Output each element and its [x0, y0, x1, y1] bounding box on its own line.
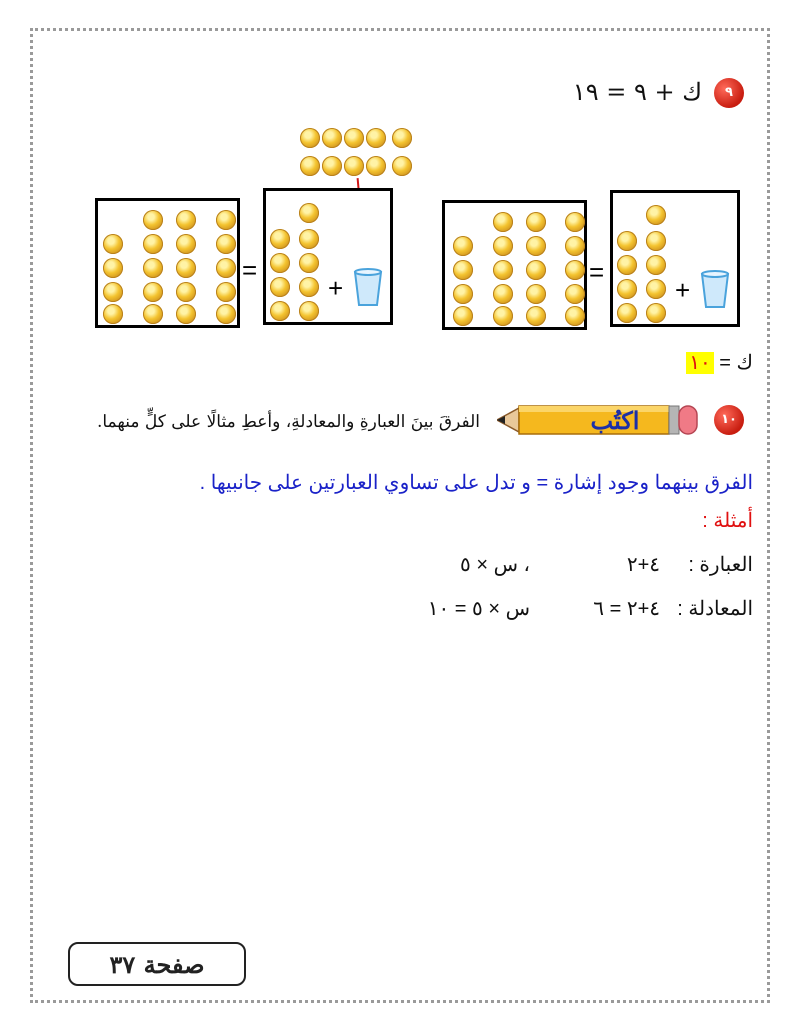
coin-icon — [103, 234, 123, 254]
coin-icon — [453, 236, 473, 256]
coin-icon — [322, 128, 342, 148]
coin-icon — [453, 284, 473, 304]
coin-icon — [176, 234, 196, 254]
question-9-badge: ٩ — [714, 78, 744, 108]
expression-example-2: ، س × ٥ — [460, 554, 530, 576]
balance-left-cup-box — [263, 188, 393, 325]
coin-icon — [493, 306, 513, 326]
coin-icon — [646, 231, 666, 251]
coin-icon — [299, 277, 319, 297]
coin-icon — [216, 258, 236, 278]
coin-icon — [344, 128, 364, 148]
coin-icon — [300, 128, 320, 148]
cup-icon — [352, 267, 384, 307]
coin-icon — [216, 210, 236, 230]
question-10-prompt: الفرقَ بينَ العبارةِ والمعادلةِ، وأعطِ مثالًا على كلٍّ منهما. — [96, 412, 480, 432]
plus-sign: + — [328, 273, 344, 303]
coin-icon — [617, 255, 637, 275]
answer-value: ١٠ — [686, 352, 713, 374]
coin-icon — [143, 304, 163, 324]
coin-icon — [270, 229, 290, 249]
coin-icon — [143, 234, 163, 254]
coin-icon — [270, 277, 290, 297]
equation-example-2: س × ٥ = ١٠ — [427, 598, 530, 620]
coin-icon — [176, 282, 196, 302]
coin-icon — [617, 279, 637, 299]
question-9-equation: ك + ٩ = ١٩ — [572, 78, 702, 106]
page-number-box — [68, 942, 246, 986]
coin-icon — [565, 212, 585, 232]
examples-label: أمثلة : — [702, 510, 753, 532]
expression-example-1: ٤+٢ — [626, 554, 660, 576]
question-9-answer — [686, 350, 753, 375]
coin-icon — [526, 260, 546, 280]
plus-sign: + — [675, 275, 691, 305]
coin-icon — [453, 306, 473, 326]
coin-icon — [103, 282, 123, 302]
equals-sign-left: = — [242, 255, 258, 285]
coin-icon — [526, 284, 546, 304]
coin-icon — [526, 212, 546, 232]
coin-icon — [299, 229, 319, 249]
coin-icon — [299, 253, 319, 273]
write-label: اكتُب — [590, 406, 640, 435]
coin-icon — [392, 156, 412, 176]
coin-icon — [143, 258, 163, 278]
coin-icon — [103, 258, 123, 278]
coin-icon — [565, 260, 585, 280]
coin-icon — [392, 128, 412, 148]
coin-icon — [617, 231, 637, 251]
coin-icon — [176, 210, 196, 230]
equation-example-1: ٤+٢ = ٦ — [593, 598, 660, 620]
coin-icon — [270, 253, 290, 273]
coin-icon — [366, 128, 386, 148]
balance-right-cup-box — [610, 190, 740, 327]
coin-icon — [617, 303, 637, 323]
coin-icon — [143, 282, 163, 302]
coin-icon — [526, 306, 546, 326]
coin-icon — [453, 260, 473, 280]
coin-icon — [176, 258, 196, 278]
cup-icon — [699, 269, 731, 309]
coin-icon — [646, 279, 666, 299]
coin-icon — [493, 260, 513, 280]
coin-icon — [493, 236, 513, 256]
coin-icon — [344, 156, 364, 176]
coin-icon — [565, 236, 585, 256]
coin-icon — [299, 203, 319, 223]
coin-icon — [646, 255, 666, 275]
answer-prefix: ك = — [719, 352, 753, 374]
equation-label: المعادلة : — [677, 598, 753, 620]
coin-icon — [103, 304, 123, 324]
coin-icon — [216, 304, 236, 324]
coin-icon — [526, 236, 546, 256]
balance-right-total-box — [442, 200, 587, 330]
expression-label: العبارة : — [688, 554, 753, 576]
balance-left-total-box — [95, 198, 240, 328]
coin-icon — [493, 212, 513, 232]
coin-icon — [646, 303, 666, 323]
coin-icon — [270, 301, 290, 321]
coin-icon — [216, 234, 236, 254]
coin-icon — [299, 301, 319, 321]
coin-icon — [493, 284, 513, 304]
page-number: صفحة ٣٧ — [109, 950, 205, 979]
coin-icon — [176, 304, 196, 324]
coin-icon — [366, 156, 386, 176]
coin-icon — [143, 210, 163, 230]
equals-sign-right: = — [589, 257, 605, 287]
question-10-badge: ١٠ — [714, 405, 744, 435]
coin-icon — [216, 282, 236, 302]
coin-icon — [322, 156, 342, 176]
coin-icon — [565, 284, 585, 304]
coin-icon — [646, 205, 666, 225]
answer-explanation: الفرق بينهما وجود إشارة = و تدل على تساوي العبارتين على جانبيها . — [199, 472, 753, 494]
coin-icon — [300, 156, 320, 176]
coin-icon — [565, 306, 585, 326]
